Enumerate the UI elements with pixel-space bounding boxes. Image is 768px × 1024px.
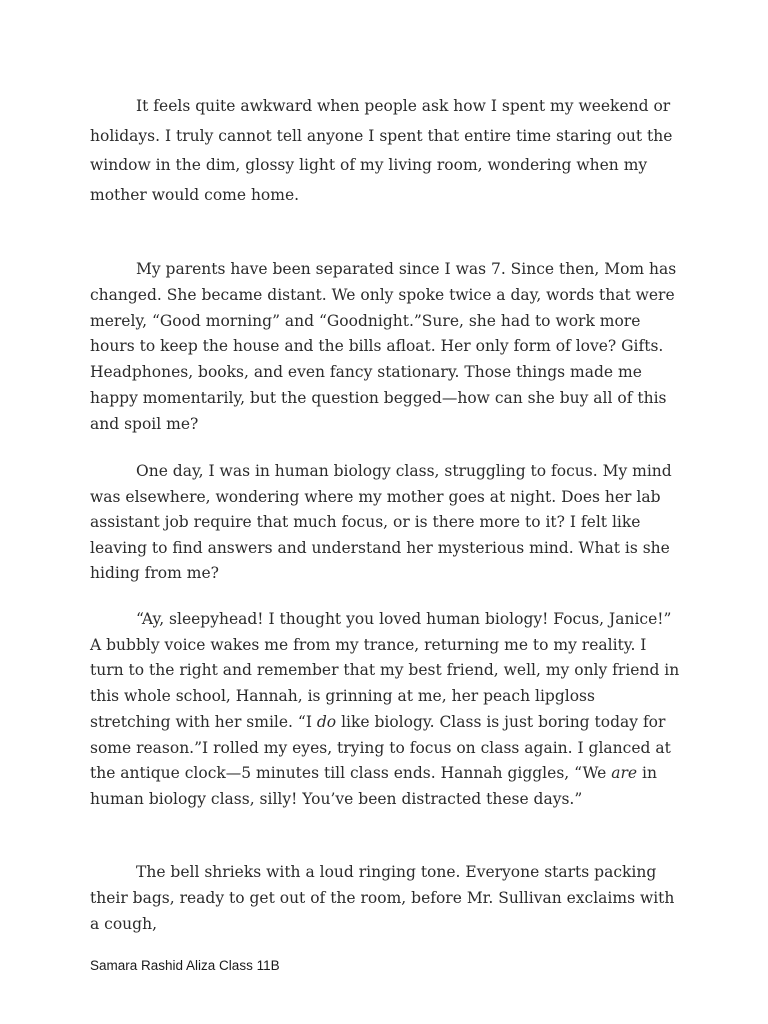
paragraph-1: It feels quite awkward when people ask how I spent my weekend or holidays. I truly cannot tell anyone I spent that entire time staring out the window in the dim, glossy light of my living room, wondering when my mother would come home. bbox=[90, 97, 673, 204]
paragraph-3: One day, I was in human biology class, struggling to focus. My mind was elsewhere, wondering where my mother goes at night. Does her lab assistant job require that much focus, or is there more to it? I felt like leaving to find answers and understand her mysterious mind. What is she hiding from me? bbox=[90, 462, 672, 583]
paragraph-2: My parents have been separated since I was 7. Since then, Mom has changed. She became distant. We only spoke twice a day, words that were merely, “Good morning” and “Goodnight.”Sure, she had to work more hours to keep the house and the bills afloat. Her only form of love? Gifts. Headphones, books, and even fancy stationary. Those things made me happy momentarily, but the question begged—how can she buy all of this and spoil me? bbox=[90, 260, 677, 433]
paragraph-4-text: “Ay, sleepyhead! I thought you loved human biology! Focus, Janice!” A bubbly voice wakes me from my trance, returning me to my reality. I turn to the right and remember that my best friend, well, my only friend in this whole school, Hannah, is grinning at me, her peach lipgloss stretching with her smile. “I bbox=[90, 610, 680, 731]
paragraph-4-text: in human biology class, silly! You’ve been distracted these days.” bbox=[90, 764, 657, 808]
paragraph-4-text: like biology. Class is just boring today for some reason.”I rolled my eyes, trying to focus on class again. I glanced at the antique clock—5 minutes till class ends. Hannah giggles, “We bbox=[90, 712, 671, 783]
paragraph-5: The bell shrieks with a loud ringing tone. Everyone starts packing their bags, ready to get out of the room, before Mr. Sullivan exclaims with a cough, bbox=[90, 863, 675, 933]
paragraph-4 bbox=[90, 607, 680, 813]
page-footer: Samara Rashid Aliza Class 11B bbox=[90, 958, 280, 973]
paragraph-4-emphasis: do bbox=[316, 712, 337, 731]
paragraph-4-emphasis: are bbox=[611, 764, 638, 783]
